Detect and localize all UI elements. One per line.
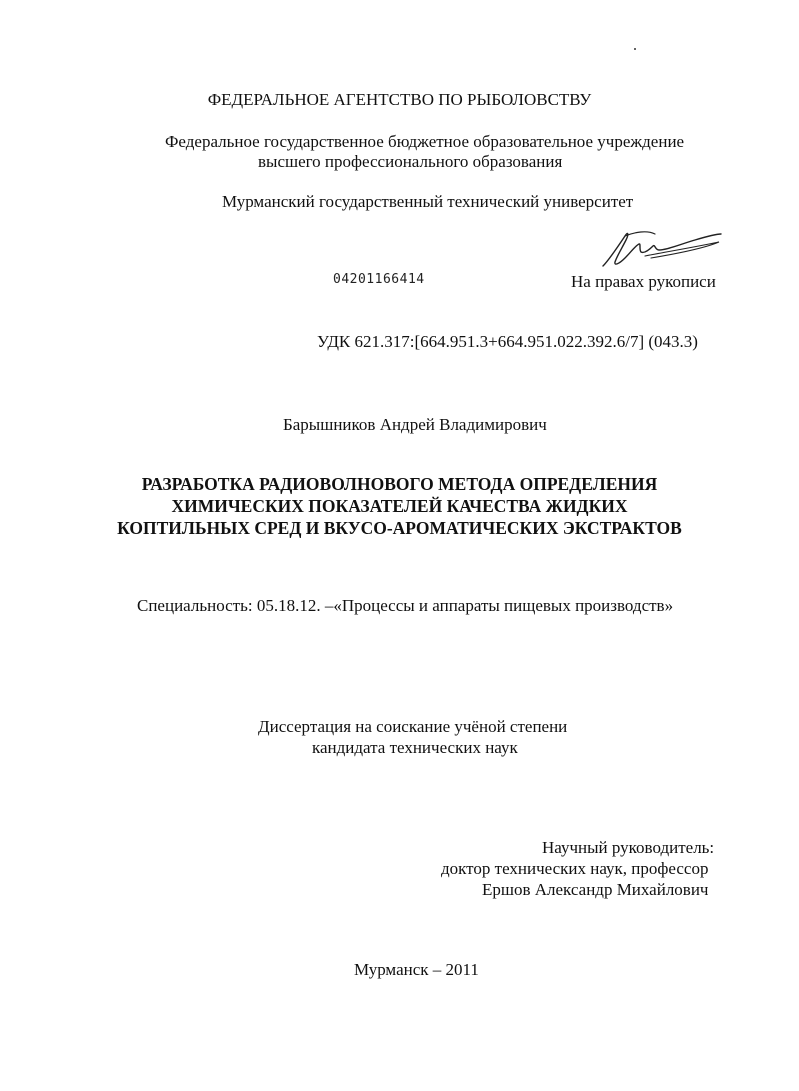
title-line-1: РАЗРАБОТКА РАДИОВОЛНОВОГО МЕТОДА ОПРЕДЕЛЕНИЯ: [141, 474, 658, 494]
agency-heading: ФЕДЕРАЛЬНОЕ АГЕНТСТВО ПО РЫБОЛОВСТВУ: [207, 90, 592, 109]
degree-line-1: Диссертация на соискание учёной степени: [258, 717, 568, 736]
supervisor-rank: доктор технических наук, профессор: [441, 859, 709, 878]
specialty-line: Специальность: 05.18.12. –«Процессы и аппараты пищевых производств»: [137, 596, 674, 615]
signature-image: [595, 222, 725, 272]
scan-speck: [634, 48, 636, 50]
author-name: Барышников Андрей Владимирович: [283, 415, 547, 434]
manuscript-serial-number: 04201166414: [333, 272, 425, 287]
title-line-3: КОПТИЛЬНЫХ СРЕД И ВКУСО-АРОМАТИЧЕСКИХ ЭКСТРАКТОВ: [117, 518, 682, 538]
rights-note: На правах рукописи: [571, 272, 716, 291]
institution-line-1: Федеральное государственное бюджетное образовательное учреждение: [165, 132, 685, 151]
udc-code: УДК 621.317:[664.951.3+664.951.022.392.6/7] (043.3): [317, 332, 698, 351]
university-name: Мурманский государственный технический университет: [222, 192, 634, 211]
degree-line-2: кандидата технических наук: [312, 738, 518, 757]
supervisor-label: Научный руководитель:: [542, 838, 715, 857]
city-year: Мурманск – 2011: [354, 960, 479, 979]
supervisor-name: Ершов Александр Михайлович: [482, 880, 709, 899]
title-line-2: ХИМИЧЕСКИХ ПОКАЗАТЕЛЕЙ КАЧЕСТВА ЖИДКИХ: [171, 496, 628, 516]
institution-line-2: высшего профессионального образования: [258, 152, 563, 171]
